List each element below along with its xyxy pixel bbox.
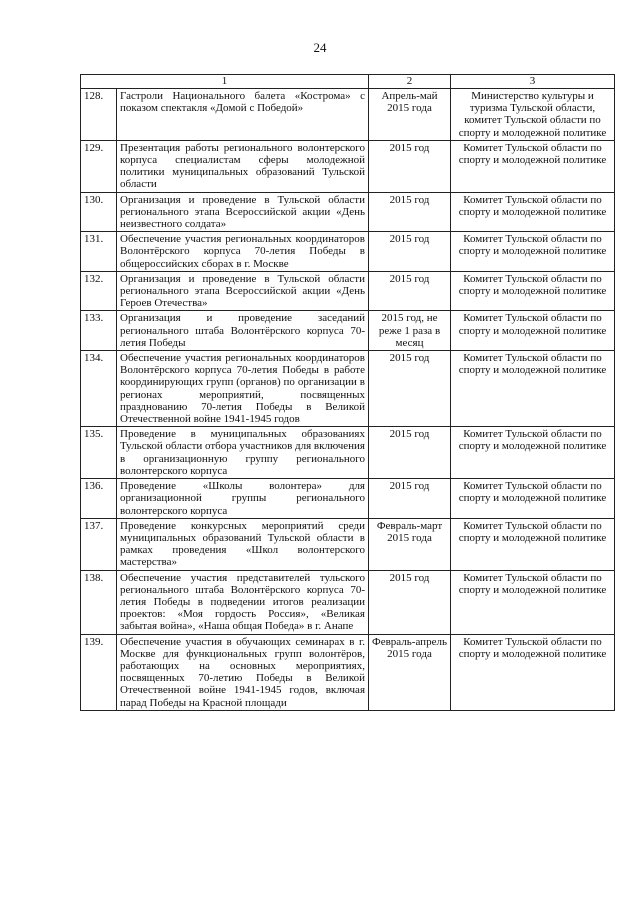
activity-cell: Обеспечение участия в обучающих семинарах в г. Москве для функциональных групп волонтёров, работающих на основных мероприятиях, посвященных 70-летию Победы в Великой Отечественной войне 1941-1945 годов, включая парад Победы на Красной площади (117, 634, 369, 710)
responsible-cell: Комитет Тульской области по спорту и молодежной политике (451, 351, 615, 427)
activity-cell: Обеспечение участия региональных координаторов Волонтёрского корпуса 70-летия Победы в работе координирующих групп (органов) по организации в регионах мероприятий, посвященных празднованию 70-летия Победы в Великой Отечественной войне 1941-1945 годов (117, 351, 369, 427)
date-cell: 2015 год (369, 232, 451, 272)
responsible-cell: Комитет Тульской области по спорту и молодежной политике (451, 311, 615, 351)
table-row (81, 427, 615, 479)
table-row (81, 89, 615, 141)
activity-cell: Обеспечение участия представителей тульского регионального штаба Волонтёрского корпуса 70-летия Победы в подведении итогов реализации проектов: «Моя гордость Россия», «Великая забытая война», «Наша общая Победа» в г. Анапе (117, 570, 369, 634)
responsible-cell: Комитет Тульской области по спорту и молодежной политике (451, 271, 615, 311)
activity-cell: Организация и проведение в Тульской области регионального этапа Всероссийской акции «День Героев Отечества» (117, 271, 369, 311)
date-cell: 2015 год (369, 192, 451, 232)
column-header-date: 2 (369, 75, 451, 89)
date-cell: 2015 год (369, 351, 451, 427)
row-number: 131. (81, 232, 117, 272)
date-cell: 2015 год (369, 570, 451, 634)
responsible-cell: Комитет Тульской области по спорту и молодежной политике (451, 140, 615, 192)
row-number: 128. (81, 89, 117, 141)
activity-cell: Обеспечение участия региональных координаторов Волонтёрского корпуса 70-летия Победы в общероссийских сборах в г. Москве (117, 232, 369, 272)
table-row (81, 570, 615, 634)
activity-cell: Презентация работы регионального волонтерского корпуса специалистам сферы молодежной политики муниципальных образований Тульской области (117, 140, 369, 192)
table-header-row (81, 75, 615, 89)
date-cell: 2015 год (369, 271, 451, 311)
activity-cell: Проведение в муниципальных образованиях Тульской области отбора участников для включения в организационную группу регионального волонтерского корпуса (117, 427, 369, 479)
responsible-cell: Комитет Тульской области по спорту и молодежной политике (451, 192, 615, 232)
activity-cell: Проведение «Школы волонтера» для организационной группы регионального волонтерского корпуса (117, 479, 369, 519)
table-row (81, 311, 615, 351)
row-number: 132. (81, 271, 117, 311)
responsible-cell: Комитет Тульской области по спорту и молодежной политике (451, 232, 615, 272)
date-cell: 2015 год (369, 427, 451, 479)
activity-cell: Организация и проведение в Тульской области регионального этапа Всероссийской акции «День неизвестного солдата» (117, 192, 369, 232)
responsible-cell: Комитет Тульской области по спорту и молодежной политике (451, 479, 615, 519)
date-cell: 2015 год (369, 140, 451, 192)
responsible-cell: Комитет Тульской области по спорту и молодежной политике (451, 570, 615, 634)
date-cell: 2015 год, не реже 1 раза в месяц (369, 311, 451, 351)
responsible-cell: Комитет Тульской области по спорту и молодежной политике (451, 518, 615, 570)
table-row (81, 634, 615, 710)
table-row (81, 140, 615, 192)
table-row (81, 192, 615, 232)
activity-cell: Организация и проведение заседаний регионального штаба Волонтёрского корпуса 70-летия Победы (117, 311, 369, 351)
date-cell: Апрель-май 2015 года (369, 89, 451, 141)
date-cell: Февраль-апрель 2015 года (369, 634, 451, 710)
responsible-cell: Министерство культуры и туризма Тульской области, комитет Тульской области по спорту и молодежной политике (451, 89, 615, 141)
table-row (81, 351, 615, 427)
responsible-cell: Комитет Тульской области по спорту и молодежной политике (451, 427, 615, 479)
column-header-activity: 1 (81, 75, 369, 89)
column-header-responsible: 3 (451, 75, 615, 89)
row-number: 134. (81, 351, 117, 427)
row-number: 130. (81, 192, 117, 232)
row-number: 129. (81, 140, 117, 192)
activity-cell: Гастроли Национального балета «Кострома» с показом спектакля «Домой с Победой» (117, 89, 369, 141)
row-number: 138. (81, 570, 117, 634)
row-number: 136. (81, 479, 117, 519)
responsible-cell: Комитет Тульской области по спорту и молодежной политике (451, 634, 615, 710)
page-number: 24 (313, 40, 327, 55)
date-cell: 2015 год (369, 479, 451, 519)
table-row (81, 518, 615, 570)
table-row (81, 271, 615, 311)
events-plan-table (80, 74, 615, 711)
activity-cell: Проведение конкурсных мероприятий среди муниципальных образований Тульской области в рамках проведения «Школ волонтерского мастерства» (117, 518, 369, 570)
date-cell: Февраль-март 2015 года (369, 518, 451, 570)
table-row (81, 232, 615, 272)
row-number: 135. (81, 427, 117, 479)
table-row (81, 479, 615, 519)
row-number: 133. (81, 311, 117, 351)
row-number: 139. (81, 634, 117, 710)
row-number: 137. (81, 518, 117, 570)
